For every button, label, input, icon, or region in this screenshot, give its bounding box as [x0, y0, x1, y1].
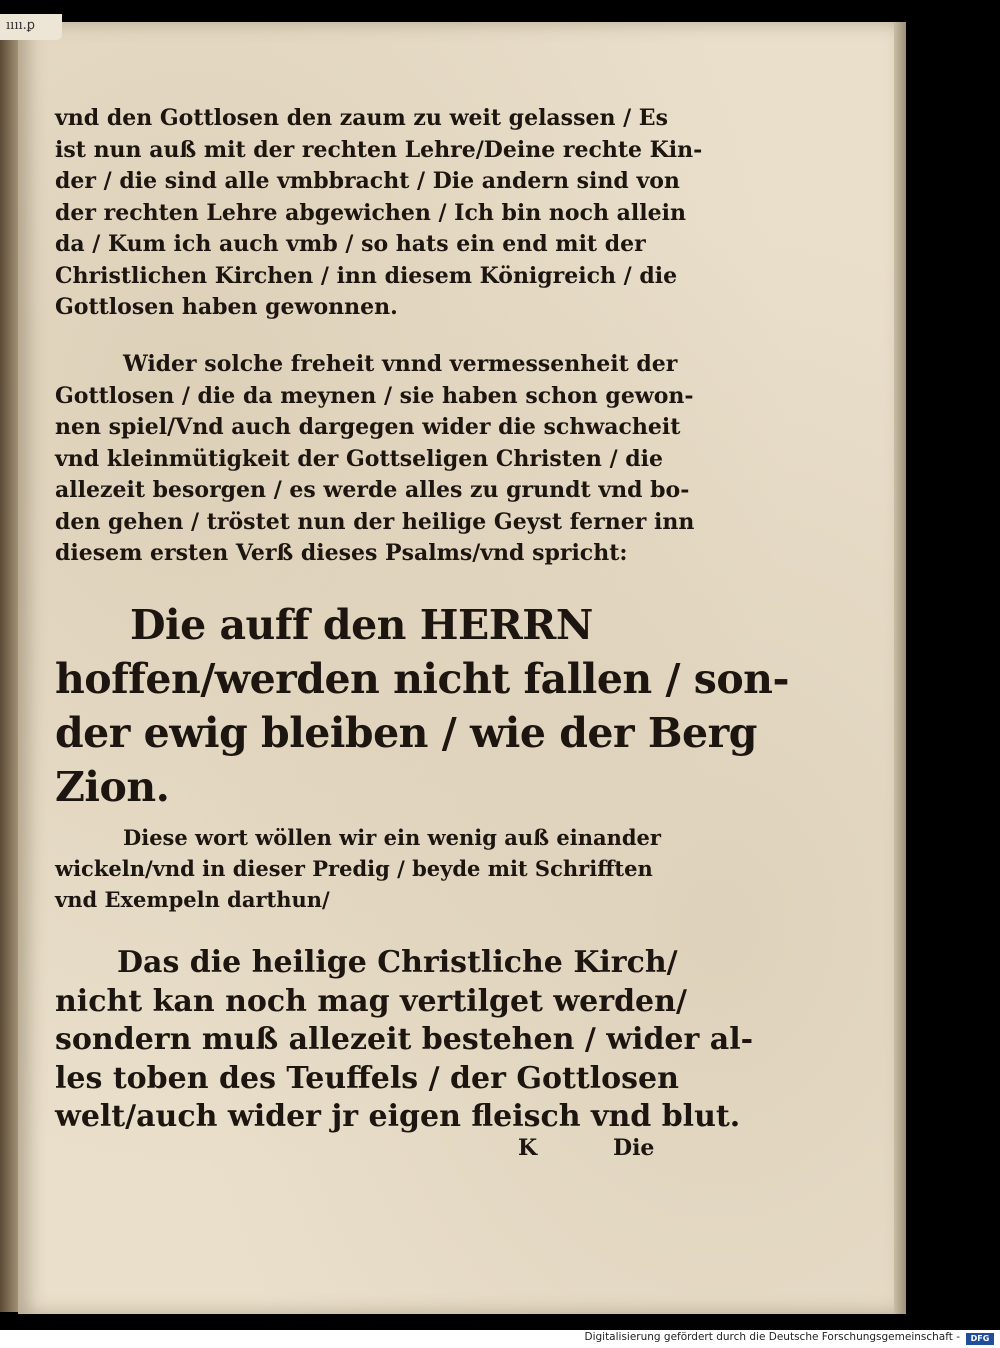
paragraph-2: [55, 349, 695, 570]
text-line: Diese wort wöllen wir ein wenig auß einander: [123, 825, 661, 850]
footer-bar: [0, 1330, 1000, 1348]
heading-thesis: [55, 944, 754, 1137]
text-line: Gottlosen haben gewonnen.: [55, 294, 398, 320]
text-line: ist nun auß mit der rechten Lehre/Deine rechte Kin-: [55, 136, 703, 163]
heading-line: les toben des Teuffels / der Gottlosen: [55, 1060, 679, 1096]
paragraph-3: [55, 822, 670, 915]
heading-line: hoffen/werden nicht fallen / son-: [55, 655, 790, 703]
text-line: da / Kum ich auch vmb / so hats ein end mit der: [55, 231, 646, 257]
text-line: Wider solche freheit vnnd vermessenheit der: [123, 351, 678, 377]
heading-line: der ewig bleiben / wie der Berg: [55, 709, 757, 757]
text-line: der / die sind alle vmbbracht / Die andern sind von: [55, 168, 680, 194]
heading-line: Das die heilige Christliche Kirch/: [117, 945, 678, 980]
text-line: wickeln/vnd in dieser Predig / beyde mit Schrifften: [55, 856, 653, 881]
heading-scripture-verse: [55, 598, 790, 814]
heading-line: nicht kan noch mag vertilget werden/: [55, 983, 687, 1019]
paragraph-1: [55, 103, 703, 324]
heading-line: Die auff den HERRN: [130, 601, 593, 649]
catchword: Die: [613, 1135, 655, 1161]
text-line: nen spiel/Vnd auch dargegen wider die schwacheit: [55, 414, 681, 440]
heading-line: Zion.: [55, 763, 170, 811]
footer-funding-text: Digitalisierung gefördert durch die Deutsche Forschungsgemeinschaft -: [584, 1331, 960, 1343]
text-line: allezeit besorgen / es werde alles zu grundt vnd bo-: [55, 477, 690, 503]
text-line: Christlichen Kirchen / inn diesem Königreich / die: [55, 262, 678, 289]
text-line: Gottlosen / die da meynen / sie haben schon gewon-: [55, 382, 694, 409]
text-line: vnd den Gottlosen den zaum zu weit gelassen / Es: [55, 105, 668, 131]
text-line: vnd Exempeln darthun/: [55, 887, 330, 912]
text-line: vnd kleinmütigkeit der Gottseligen Christen / die: [55, 445, 663, 472]
text-line: diesem ersten Verß dieses Psalms/vnd spricht:: [55, 540, 628, 566]
page-right-edge: [894, 22, 906, 1314]
text-line: der rechten Lehre abgewichen / Ich bin noch allein: [55, 199, 686, 226]
text-line: den gehen / tröstet nun der heilige Geyst ferner inn: [55, 508, 695, 535]
signature-mark: K: [518, 1135, 538, 1161]
dfg-logo: DFG: [966, 1333, 994, 1345]
heading-line: welt/auch wider jr eigen fleisch vnd blut.: [55, 1099, 741, 1134]
page-binding-edge: [0, 22, 20, 1312]
heading-line: sondern muß allezeit bestehen / wider al-: [55, 1022, 754, 1057]
page-tab-label: ıııı.ꝑ: [0, 14, 62, 40]
